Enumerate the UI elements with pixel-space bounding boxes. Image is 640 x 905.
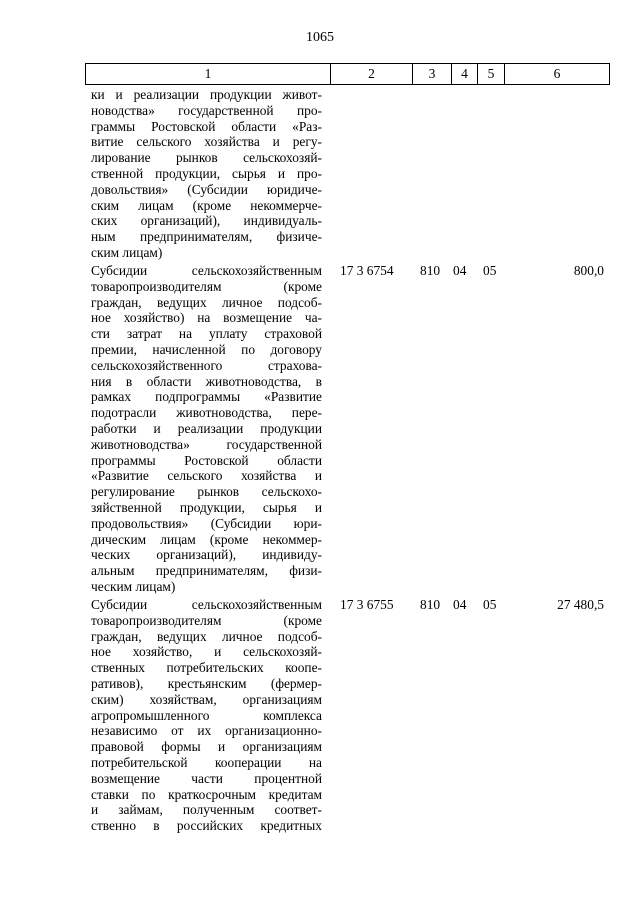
description-line: товаропроизводителям (кроме — [91, 612, 322, 628]
description-line: Субсидии сельскохозяйственным — [91, 597, 322, 612]
header-col-4: 4 — [452, 64, 478, 84]
description-line: регулирование рынков сельскохо- — [91, 484, 322, 500]
description-line: Субсидии сельскохозяйственным — [91, 263, 322, 278]
row-0-description — [91, 87, 322, 261]
description-line: ставки по краткосрочным кредитам — [91, 786, 322, 802]
description-line: ским лицам) — [91, 244, 163, 260]
header-col-6: 6 — [553, 66, 561, 81]
description-line: сти затрат на уплату страховой — [91, 326, 322, 342]
row-1-col3: 810 — [420, 263, 441, 278]
description-line: ских организаций), индивидуаль- — [91, 213, 322, 229]
row-1-col4: 04 — [453, 263, 467, 278]
description-line: рамках подпрограммы «Развитие — [91, 389, 322, 405]
description-line: ственных потребительских коопе- — [91, 660, 322, 676]
row-2-code: 17 3 6755 — [340, 597, 394, 612]
description-line: новодства» государственной про- — [91, 102, 322, 118]
description-line: дическим лицам (кроме некоммер- — [91, 531, 322, 547]
description-line: ственной продукции, сырья и про- — [91, 165, 322, 181]
description-line: программы Ростовской области — [91, 452, 322, 468]
description-line: товаропроизводителям (кроме — [91, 278, 322, 294]
description-line: зяйственной продукции, сырья и — [91, 499, 322, 515]
description-line: граммы Ростовской области «Раз- — [91, 118, 322, 134]
row-2-amount: 27 480,5 — [557, 597, 604, 612]
description-line: ки и реализации продукции живот- — [91, 87, 322, 102]
description-line: ное хозяйство, и сельскохозяй- — [91, 644, 322, 660]
description-line: граждан, ведущих личное подсоб- — [91, 628, 322, 644]
description-line: работки и реализации продукции — [91, 420, 322, 436]
row-1-code: 17 3 6754 — [340, 263, 394, 278]
description-line: ским) хозяйствам, организациям — [91, 691, 322, 707]
description-line: сельскохозяйственного страхова- — [91, 357, 322, 373]
header-col-5: 5 — [478, 64, 505, 84]
header-col-2: 2 — [331, 64, 413, 84]
description-line: правовой формы и организациям — [91, 739, 322, 755]
description-line: ным предпринимателям, физиче- — [91, 229, 322, 245]
page-number: 1065 — [306, 30, 334, 45]
table-header-row — [85, 63, 610, 85]
description-line: агропромышленного комплекса — [91, 707, 322, 723]
row-2-col3: 810 — [420, 597, 441, 612]
description-line: ческих организаций), индивиду- — [91, 547, 322, 563]
description-line: витие сельского хозяйства и регу- — [91, 134, 322, 150]
description-line: подотрасли животноводства, пере- — [91, 405, 322, 421]
description-line: и займам, полученным соответ- — [91, 802, 322, 818]
row-2-col4: 04 — [453, 597, 467, 612]
description-line: довольствия» (Субсидии юридиче- — [91, 181, 322, 197]
row-1-col5: 05 — [483, 263, 497, 278]
description-line: ческим лицам) — [91, 578, 176, 594]
description-line: «Развитие сельского хозяйства и — [91, 468, 322, 484]
description-line: независимо от их организационно- — [91, 723, 322, 739]
description-line: ративов), крестьянским (фермер- — [91, 675, 322, 691]
row-2-col5: 05 — [483, 597, 497, 612]
row-1-description — [91, 263, 322, 595]
description-line: альным предпринимателям, физи- — [91, 563, 322, 579]
header-col-3: 3 — [413, 64, 452, 84]
description-line: ния в области животноводства, в — [91, 373, 322, 389]
description-line: потребительской кооперации на — [91, 754, 322, 770]
description-line: ное хозяйство) на возмещение ча- — [91, 310, 322, 326]
description-line: ственно в российских кредитных — [91, 818, 322, 834]
description-line: лирование рынков сельскохозяй- — [91, 150, 322, 166]
row-1-amount: 800,0 — [573, 263, 604, 278]
description-line: ским лицам (кроме некоммерче- — [91, 197, 322, 213]
description-line: премии, начисленной по договору — [91, 341, 322, 357]
header-col-1: 1 — [86, 64, 331, 84]
description-line: продовольствия» (Субсидии юри- — [91, 515, 322, 531]
description-line: граждан, ведущих личное подсоб- — [91, 294, 322, 310]
row-2-description — [91, 597, 322, 834]
description-line: возмещение части процентной — [91, 770, 322, 786]
description-line: животноводства» государственной — [91, 436, 322, 452]
